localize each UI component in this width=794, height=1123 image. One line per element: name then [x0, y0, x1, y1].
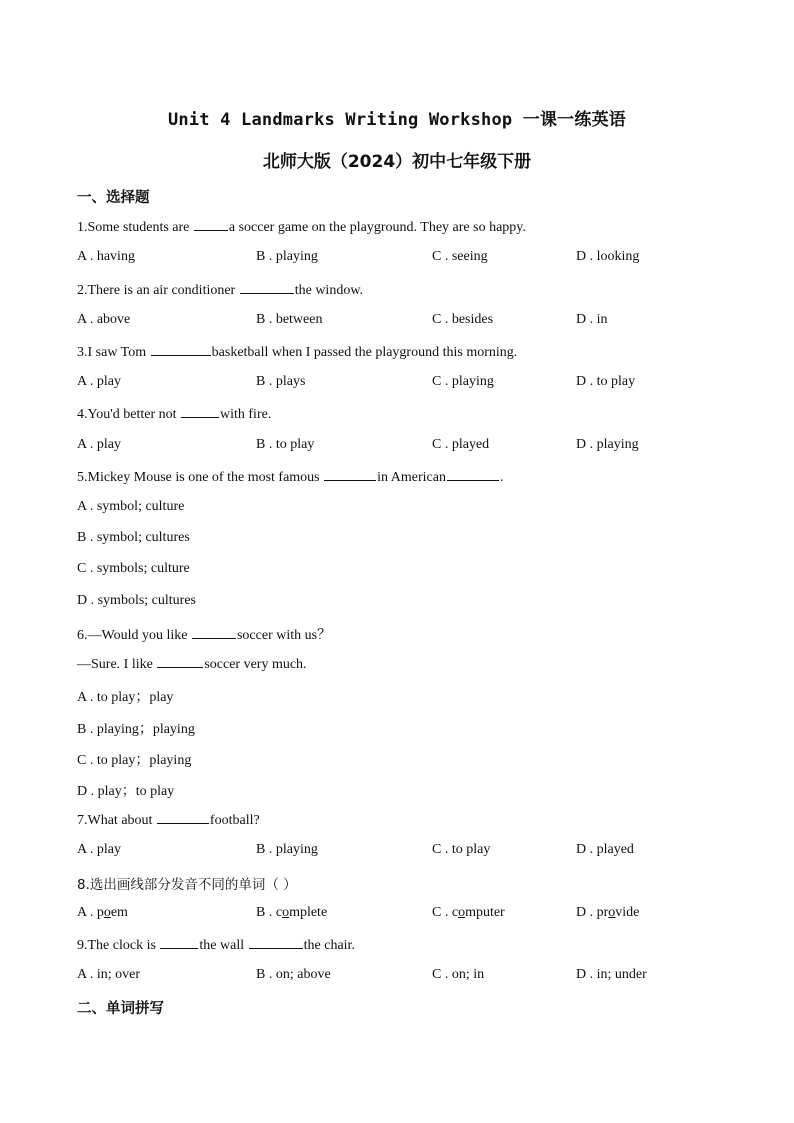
- answer-blank: [151, 343, 211, 356]
- option-d: D . symbols; cultures: [77, 593, 196, 608]
- document-title: Unit 4 Landmarks Writing Workshop 一课一练英语: [168, 110, 626, 130]
- question-8: 8.选出画线部分发音不同的单词（ ）: [77, 877, 297, 893]
- option-b: B . on; above: [256, 967, 331, 982]
- option-b: B . to play: [256, 437, 315, 452]
- option-text: em: [110, 905, 128, 920]
- question-text: in American: [377, 470, 446, 485]
- option-a: A . symbol; culture: [77, 499, 185, 514]
- document-subtitle: 北师大版（2024）初中七年级下册: [262, 152, 532, 172]
- question-2: [77, 281, 363, 299]
- option-b: B . playing: [256, 249, 318, 264]
- option-d: D . in: [576, 312, 608, 327]
- question-text: 6.—Would you like: [77, 628, 191, 643]
- option-d: D . looking: [576, 249, 640, 264]
- option-text: mplete: [289, 905, 328, 920]
- option-b: [256, 905, 327, 921]
- question-text: soccer with us？: [236, 628, 332, 643]
- question-1: [77, 218, 526, 236]
- question-text: .: [499, 470, 504, 485]
- option-d: D . in; under: [576, 967, 647, 982]
- question-text: 7.What about: [77, 813, 156, 828]
- underlined-letter: o: [103, 905, 111, 920]
- underlined-letter: o: [282, 905, 290, 920]
- question-text: a soccer game on the playground. They are so happy.: [228, 220, 526, 235]
- option-a: A . play: [77, 437, 121, 452]
- answer-blank: [157, 811, 209, 824]
- question-text: soccer very much.: [204, 657, 307, 672]
- option-a: A . having: [77, 249, 135, 264]
- section-heading-spelling: 二、单词拼写: [77, 1001, 164, 1017]
- question-text: football?: [209, 813, 260, 828]
- question-text: the wall: [199, 938, 248, 953]
- option-text: C . c: [432, 905, 459, 920]
- option-a: A . to play；play: [77, 690, 174, 705]
- option-b: B . playing: [256, 842, 318, 857]
- answer-blank: [194, 218, 228, 231]
- answer-blank: [192, 626, 236, 639]
- answer-blank: [157, 655, 203, 668]
- question-text: the chair.: [303, 938, 355, 953]
- option-c: C . besides: [432, 312, 494, 327]
- option-a: A . in; over: [77, 967, 140, 982]
- option-text: D . pr: [576, 905, 609, 920]
- option-text: mputer: [465, 905, 505, 920]
- option-c: C . to play: [432, 842, 491, 857]
- option-text: B . c: [256, 905, 283, 920]
- question-4: [77, 405, 271, 423]
- option-b: B . plays: [256, 374, 306, 389]
- option-text: vide: [615, 905, 640, 920]
- answer-blank: [447, 468, 499, 481]
- question-text: the window.: [294, 283, 364, 298]
- question-text: 5.Mickey Mouse is one of the most famous: [77, 470, 324, 485]
- answer-blank: [181, 405, 219, 418]
- option-c: C . to play；playing: [77, 753, 192, 768]
- option-a: [77, 905, 128, 921]
- option-c: C . played: [432, 437, 490, 452]
- question-text: 3.I saw Tom: [77, 345, 150, 360]
- answer-blank: [324, 468, 376, 481]
- answer-blank: [249, 936, 303, 949]
- underlined-letter: o: [608, 905, 616, 920]
- option-c: [432, 905, 505, 921]
- option-b: B . between: [256, 312, 323, 327]
- option-d: D . to play: [576, 374, 636, 389]
- option-text: A . p: [77, 905, 104, 920]
- answer-blank: [240, 281, 294, 294]
- option-d: D . playing: [576, 437, 639, 452]
- option-d: D . play；to play: [77, 784, 175, 799]
- question-text: basketball when I passed the playground this morning.: [211, 345, 518, 360]
- question-6: [77, 624, 331, 644]
- question-9: [77, 936, 355, 954]
- question-text: 1.Some students are: [77, 220, 193, 235]
- option-a: A . play: [77, 842, 121, 857]
- question-5: [77, 468, 503, 486]
- question-6-response: [77, 655, 307, 673]
- option-a: A . above: [77, 312, 131, 327]
- option-b: B . symbol; cultures: [77, 530, 190, 545]
- option-d: [576, 905, 639, 921]
- option-b: B . playing；playing: [77, 722, 195, 737]
- question-text: 2.There is an air conditioner: [77, 283, 239, 298]
- question-3: [77, 343, 517, 361]
- option-d: D . played: [576, 842, 634, 857]
- option-c: C . symbols; culture: [77, 561, 190, 576]
- question-text: with fire.: [220, 407, 272, 422]
- question-text: 4.You'd better not: [77, 407, 180, 422]
- option-a: A . play: [77, 374, 121, 389]
- section-heading-choice: 一、选择题: [77, 190, 150, 206]
- question-text: —Sure. I like: [77, 657, 157, 672]
- underlined-letter: o: [458, 905, 466, 920]
- option-c: C . playing: [432, 374, 494, 389]
- question-7: [77, 811, 260, 829]
- option-c: C . seeing: [432, 249, 488, 264]
- question-text: 9.The clock is: [77, 938, 160, 953]
- answer-blank: [160, 936, 198, 949]
- option-c: C . on; in: [432, 967, 485, 982]
